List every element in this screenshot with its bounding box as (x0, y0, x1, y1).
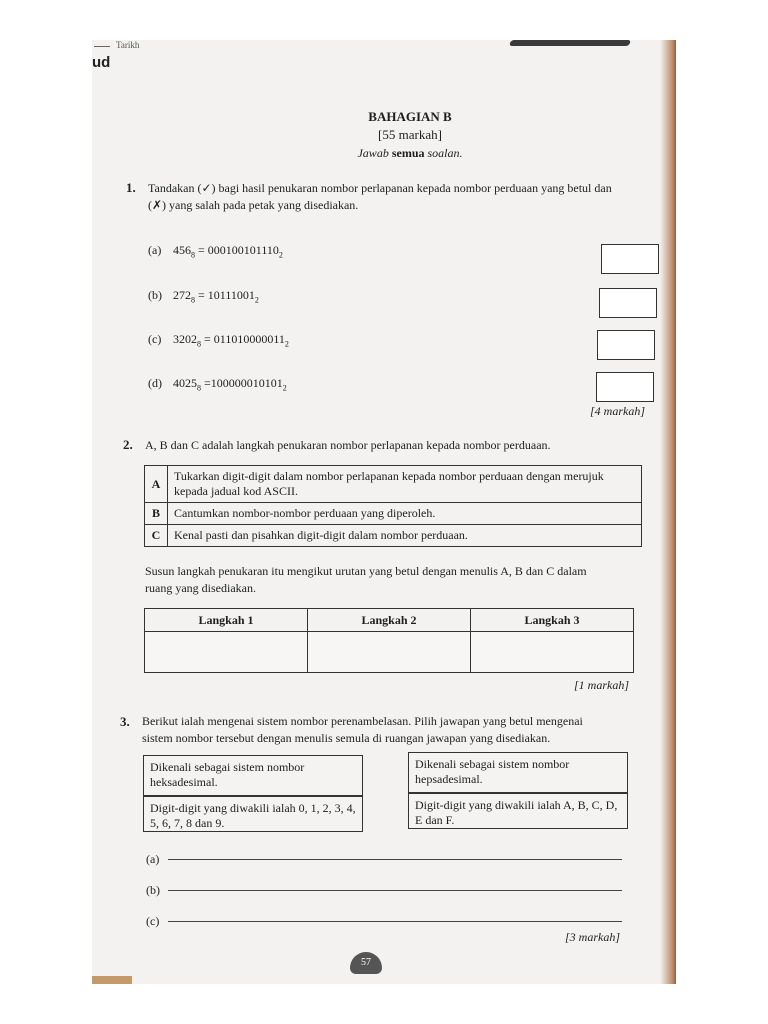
q1c-answer-box[interactable] (597, 330, 655, 360)
q3b-answer-line[interactable] (168, 890, 622, 891)
bottom-edge (92, 976, 132, 984)
q1a-answer-box[interactable] (601, 244, 659, 274)
corner-dash (94, 46, 110, 47)
step-text: Cantumkan nombor-nombor perduaan yang diperoleh. (168, 503, 642, 525)
q3c-label: (c) (146, 914, 160, 928)
langkah-2-header: Langkah 2 (308, 609, 471, 632)
q1a-label: (a) (148, 243, 162, 257)
step-letter: C (145, 525, 168, 547)
q1b-answer-box[interactable] (599, 288, 657, 318)
step-letter: B (145, 503, 168, 525)
q1b-label: (b) (148, 288, 162, 302)
section-marks: [55 markah] (378, 127, 442, 142)
step-letter: A (145, 466, 168, 503)
corner-tag: ud (92, 54, 111, 71)
q3c-answer-line[interactable] (168, 921, 622, 922)
q3-marks: [3 markah] (565, 930, 621, 944)
table-row (145, 466, 642, 503)
step-text: Kenal pasti dan pisahkan digit-digit dalam nombor perduaan. (168, 525, 642, 547)
page-edge-shadow (660, 40, 676, 984)
q3a-answer-line[interactable] (168, 859, 622, 860)
q1d-label: (d) (148, 376, 162, 390)
q2-steps-table (144, 465, 642, 547)
q2-instruction-line2: ruang yang disediakan. (145, 581, 256, 595)
q2-intro: A, B dan C adalah langkah penukaran nombor perlapanan kepada nombor perduaan. (145, 438, 551, 452)
q1-text-line2: (✗) yang salah pada petak yang disediakan. (148, 198, 359, 212)
table-row (145, 503, 642, 525)
q3-option-digits-0-9: Digit-digit yang diwakili ialah 0, 1, 2, 3, 4, 5, 6, 7, 8 dan 9. (143, 796, 363, 832)
q3-text-line2: sistem nombor tersebut dengan menulis semula di ruangan jawapan yang disediakan. (142, 731, 551, 745)
langkah-3-header: Langkah 3 (471, 609, 634, 632)
page-fold (509, 40, 631, 46)
q3-option-hepsadesimal: Dikenali sebagai sistem nombor hepsadesimal. (408, 752, 628, 793)
step-text: Tukarkan digit-digit dalam nombor perlapanan kepada nombor perduaan dengan merujuk kepada jadual kod ASCII. (168, 466, 642, 503)
q3-text-line1: Berikut ialah mengenai sistem nombor perenambelasan. Pilih jawapan yang betul mengenai (142, 714, 583, 728)
q1b-expression: $272_8 = 10111001_2$ (173, 288, 259, 305)
q3-option-heksadesimal: Dikenali sebagai sistem nombor heksadesimal. (143, 755, 363, 796)
q1-text-line1: Tandakan (✓) bagi hasil penukaran nombor perlapanan kepada nombor perduaan yang betul dan (148, 181, 612, 195)
q2-number: 2. (123, 437, 133, 452)
q1d-expression: $4025_8 =100000010101_2$ (173, 376, 287, 393)
q3b-label: (b) (146, 883, 160, 897)
langkah-3-answer-cell[interactable] (471, 632, 634, 673)
q3-option-digits-a-f: Digit-digit yang diwakili ialah A, B, C, D, E dan F. (408, 793, 628, 829)
q3a-label: (a) (146, 852, 160, 866)
langkah-2-answer-cell[interactable] (308, 632, 471, 673)
section-title: BAHAGIAN B (368, 109, 452, 124)
q3-number: 3. (120, 714, 130, 729)
q1c-expression: $3202_8 = 011010000011_2$ (173, 332, 289, 349)
q1-marks: [4 markah] (590, 404, 646, 418)
q1-number: 1. (126, 180, 136, 195)
langkah-1-header: Langkah 1 (145, 609, 308, 632)
section-instruction: Jawab semua soalan. (357, 146, 463, 160)
q2-marks: [1 markah] (574, 678, 630, 692)
table-row (145, 525, 642, 547)
page-number: 57 (350, 952, 382, 974)
q1d-answer-box[interactable] (596, 372, 654, 402)
q2-instruction-line1: Susun langkah penukaran itu mengikut urutan yang betul dengan menulis A, B dan C dalam (145, 564, 587, 578)
q2-answer-table (144, 608, 634, 673)
q1c-label: (c) (148, 332, 162, 346)
langkah-1-answer-cell[interactable] (145, 632, 308, 673)
q1a-expression: $456_8 = 000100101110_2$ (173, 243, 283, 260)
corner-date-label: Tarikh (116, 40, 140, 50)
